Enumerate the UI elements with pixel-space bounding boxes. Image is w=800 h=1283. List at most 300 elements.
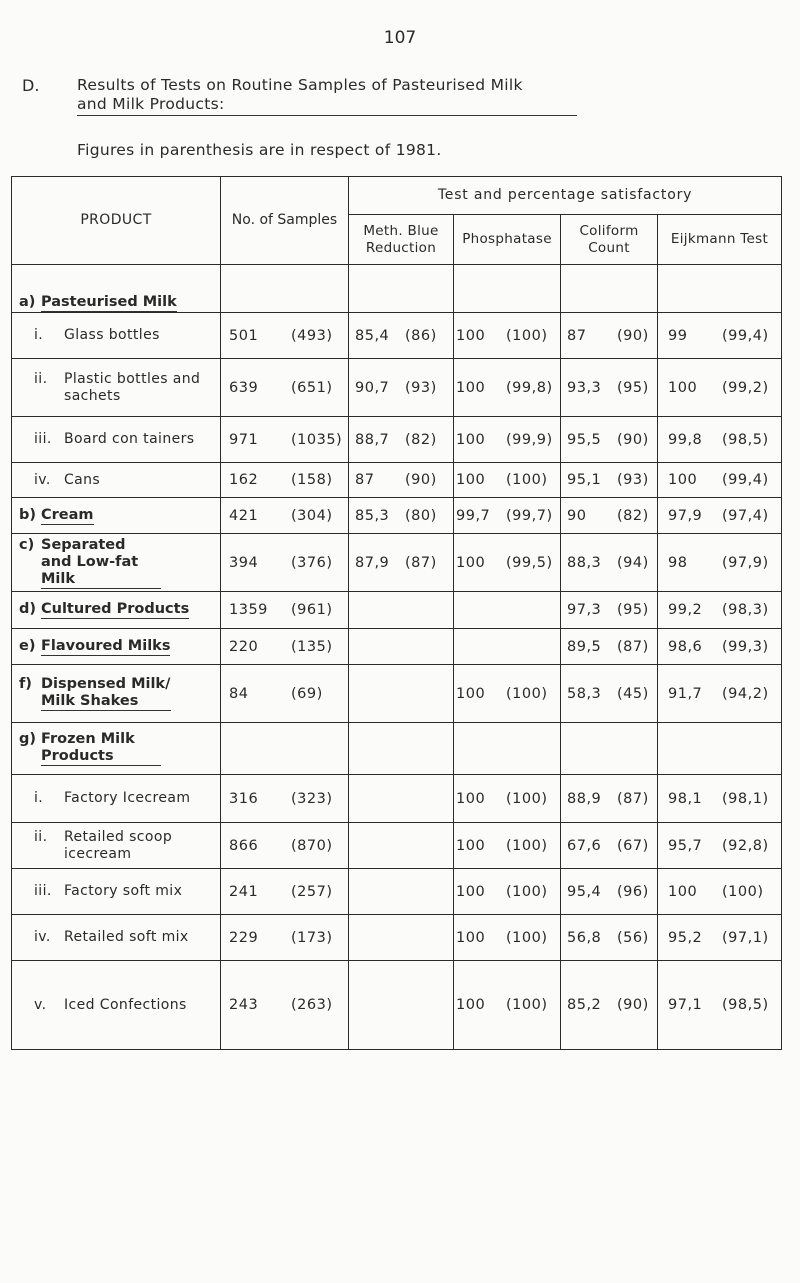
- sub-product-number: iii.: [34, 431, 52, 447]
- eijkmann-cell: [658, 417, 782, 463]
- value-current: 243: [229, 997, 259, 1013]
- value-pair: [349, 555, 453, 571]
- value-current: 100: [668, 883, 698, 900]
- eijkmann-cell: [658, 265, 782, 313]
- meth-cell: [349, 961, 454, 1050]
- meth-cell: [349, 313, 454, 359]
- value-current: 88,3: [567, 554, 602, 571]
- table-row: [12, 359, 782, 417]
- value-pair: [221, 602, 348, 618]
- meth-cell: [349, 629, 454, 665]
- sub-product-name: Plastic bottles and sachets: [64, 370, 201, 404]
- value-current: 67,6: [567, 837, 602, 854]
- sub-product: [34, 371, 220, 405]
- section-title: [77, 76, 577, 116]
- category-label: [19, 676, 171, 711]
- parenthesis-note: Figures in parenthesis are in respect of 1981.: [77, 141, 442, 159]
- sub-product-number: v.: [34, 996, 47, 1013]
- samples-cell: [221, 498, 349, 534]
- value-previous: (45): [617, 685, 649, 702]
- value-previous: (80): [405, 507, 437, 524]
- meth-cell: [349, 915, 454, 961]
- value-previous: (92,8): [722, 837, 769, 854]
- value-current: 100: [668, 379, 698, 396]
- value-current: 97,1: [668, 997, 703, 1013]
- meth-cell: [349, 498, 454, 534]
- value-pair: [658, 380, 781, 396]
- value-current: 90,7: [355, 379, 390, 396]
- value-previous: (87): [405, 554, 437, 571]
- category-name: Separated and Low-fat Milk: [41, 537, 161, 589]
- value-pair: [658, 884, 781, 900]
- eijkmann-cell: [658, 961, 782, 1050]
- value-pair: [658, 472, 781, 488]
- value-pair: [454, 838, 560, 854]
- value-current: 100: [456, 379, 486, 396]
- value-current: 85,2: [567, 997, 602, 1013]
- value-previous: (100): [506, 685, 548, 702]
- product-cell: [12, 961, 221, 1050]
- value-previous: (95): [617, 602, 649, 618]
- sub-product: [34, 929, 220, 946]
- value-previous: (99,7): [506, 507, 553, 524]
- eijkmann-cell: [658, 915, 782, 961]
- coliform-cell: [561, 265, 658, 313]
- value-current: 97,3: [567, 602, 602, 618]
- value-previous: (97,9): [722, 554, 769, 571]
- table-row: [12, 417, 782, 463]
- sub-product-number: i.: [34, 327, 44, 343]
- category-label: [19, 507, 94, 525]
- value-pair: [561, 639, 657, 655]
- value-previous: (82): [617, 507, 649, 524]
- sub-product-number: iv.: [34, 471, 51, 488]
- value-previous: (90): [617, 997, 649, 1013]
- value-previous: (376): [291, 554, 333, 571]
- category-name: Pasteurised Milk: [41, 294, 177, 310]
- value-pair: [658, 838, 781, 854]
- category-label: [19, 537, 161, 589]
- value-current: 220: [229, 638, 259, 655]
- eijkmann-cell: [658, 823, 782, 869]
- phos-cell: [454, 359, 561, 417]
- value-current: 88,9: [567, 790, 602, 807]
- coliform-cell: [561, 961, 658, 1050]
- coliform-cell: [561, 463, 658, 498]
- product-cell: [12, 915, 221, 961]
- value-current: 100: [456, 790, 486, 807]
- value-pair: [454, 791, 560, 807]
- category-name: Frozen Milk Products: [41, 731, 161, 766]
- value-pair: [221, 472, 348, 488]
- value-previous: (99,3): [722, 638, 769, 655]
- value-pair: [658, 930, 781, 946]
- value-pair: [658, 328, 781, 344]
- value-pair: [221, 508, 348, 524]
- value-previous: (97,1): [722, 929, 769, 946]
- value-pair: [454, 508, 560, 524]
- phos-cell: [454, 498, 561, 534]
- table-row: [12, 869, 782, 915]
- phos-cell: [454, 823, 561, 869]
- header-meth-blue: Meth. Blue Reduction: [349, 215, 454, 265]
- value-pair: [221, 791, 348, 807]
- sub-product: [34, 997, 220, 1014]
- meth-cell: [349, 775, 454, 823]
- value-pair: [221, 838, 348, 854]
- header-eijkmann: Eijkmann Test: [658, 215, 782, 265]
- samples-cell: [221, 265, 349, 313]
- value-pair: [349, 472, 453, 488]
- samples-cell: [221, 823, 349, 869]
- meth-cell: [349, 723, 454, 775]
- page-number: 107: [383, 28, 417, 48]
- samples-cell: [221, 463, 349, 498]
- value-previous: (98,5): [722, 997, 769, 1013]
- category-label: [19, 731, 161, 766]
- product-cell: [12, 629, 221, 665]
- table-row: [12, 463, 782, 498]
- sub-product: [34, 829, 220, 863]
- value-current: 56,8: [567, 929, 602, 946]
- samples-cell: [221, 534, 349, 592]
- value-previous: (173): [291, 929, 333, 946]
- value-current: 100: [456, 929, 486, 946]
- value-previous: (69): [291, 685, 323, 702]
- value-pair: [454, 930, 560, 946]
- value-previous: (86): [405, 327, 437, 344]
- value-current: 229: [229, 929, 259, 946]
- value-previous: (100): [506, 883, 548, 900]
- value-current: 866: [229, 837, 259, 854]
- value-previous: (98,1): [722, 790, 769, 807]
- value-pair: [658, 555, 781, 571]
- section-title-line2: and Milk Products:: [77, 95, 577, 116]
- value-pair: [221, 884, 348, 900]
- eijkmann-cell: [658, 665, 782, 723]
- eijkmann-cell: [658, 313, 782, 359]
- value-pair: [349, 328, 453, 344]
- category-name: Cultured Products: [41, 601, 190, 617]
- value-pair: [454, 686, 560, 702]
- value-current: 99: [668, 327, 688, 344]
- value-pair: [561, 838, 657, 854]
- sub-product-number: iv.: [34, 929, 51, 945]
- value-current: 501: [229, 327, 259, 344]
- header-product: PRODUCT: [12, 177, 221, 265]
- product-cell: [12, 592, 221, 629]
- phos-cell: [454, 463, 561, 498]
- value-previous: (90): [405, 472, 437, 488]
- value-pair: [221, 380, 348, 396]
- value-previous: (100): [506, 929, 548, 946]
- value-current: 98,1: [668, 790, 703, 807]
- table-row: [12, 313, 782, 359]
- value-pair: [561, 602, 657, 618]
- table-row: [12, 498, 782, 534]
- value-current: 97,9: [668, 507, 703, 524]
- section-title-line1: Results of Tests on Routine Samples of Pasteurised Milk: [77, 76, 523, 94]
- header-test-group: Test and percentage satisfactory: [349, 177, 782, 215]
- results-table: [11, 176, 782, 1050]
- value-previous: (98,5): [722, 431, 769, 448]
- value-previous: (87): [617, 638, 649, 655]
- value-previous: (99,4): [722, 327, 769, 344]
- category-label: [19, 638, 170, 656]
- samples-cell: [221, 665, 349, 723]
- phos-cell: [454, 869, 561, 915]
- value-pair: [658, 432, 781, 448]
- coliform-cell: [561, 417, 658, 463]
- product-cell: [12, 723, 221, 775]
- value-pair: [561, 555, 657, 571]
- product-cell: [12, 265, 221, 313]
- value-pair: [454, 380, 560, 396]
- eijkmann-cell: [658, 359, 782, 417]
- eijkmann-cell: [658, 869, 782, 915]
- table-row: [12, 775, 782, 823]
- value-previous: (97,4): [722, 507, 769, 524]
- value-pair: [658, 639, 781, 655]
- value-previous: (94): [617, 554, 649, 571]
- category-name: Dispensed Milk/ Milk Shakes: [41, 676, 171, 709]
- coliform-cell: [561, 534, 658, 592]
- coliform-cell: [561, 359, 658, 417]
- value-pair: [349, 508, 453, 524]
- value-current: 100: [456, 883, 486, 900]
- value-previous: (493): [291, 327, 333, 344]
- phos-cell: [454, 534, 561, 592]
- table-row: [12, 961, 782, 1050]
- coliform-cell: [561, 313, 658, 359]
- meth-cell: [349, 665, 454, 723]
- value-pair: [454, 432, 560, 448]
- value-previous: (961): [291, 602, 333, 618]
- eijkmann-cell: [658, 534, 782, 592]
- value-current: 100: [456, 685, 486, 702]
- samples-cell: [221, 723, 349, 775]
- table-row: [12, 629, 782, 665]
- value-previous: (100): [722, 883, 764, 900]
- value-pair: [221, 639, 348, 655]
- value-pair: [658, 997, 781, 1013]
- value-previous: (323): [291, 790, 333, 807]
- coliform-cell: [561, 915, 658, 961]
- value-pair: [658, 791, 781, 807]
- product-cell: [12, 869, 221, 915]
- value-current: 87: [567, 327, 587, 344]
- sub-product-name: Iced Confections: [64, 996, 187, 1013]
- value-current: 90: [567, 507, 587, 524]
- category-name: Cream: [41, 506, 94, 523]
- product-cell: [12, 313, 221, 359]
- product-cell: [12, 775, 221, 823]
- coliform-cell: [561, 629, 658, 665]
- value-current: 87,9: [355, 554, 390, 571]
- samples-cell: [221, 359, 349, 417]
- coliform-cell: [561, 592, 658, 629]
- value-pair: [561, 997, 657, 1013]
- value-current: 100: [668, 472, 698, 488]
- value-pair: [454, 884, 560, 900]
- eijkmann-cell: [658, 723, 782, 775]
- phos-cell: [454, 775, 561, 823]
- value-current: 91,7: [668, 685, 703, 702]
- value-previous: (99,2): [722, 379, 769, 396]
- value-pair: [454, 555, 560, 571]
- value-pair: [561, 432, 657, 448]
- value-previous: (100): [506, 472, 548, 488]
- sub-product: [34, 472, 220, 489]
- value-previous: (87): [617, 790, 649, 807]
- value-pair: [221, 997, 348, 1013]
- value-previous: (96): [617, 883, 649, 900]
- value-previous: (82): [405, 431, 437, 448]
- samples-cell: [221, 775, 349, 823]
- meth-cell: [349, 869, 454, 915]
- value-pair: [561, 328, 657, 344]
- phos-cell: [454, 961, 561, 1050]
- sub-product: [34, 883, 220, 900]
- value-pair: [658, 686, 781, 702]
- category-letter: a): [19, 294, 36, 310]
- category-letter: d): [19, 601, 37, 617]
- value-current: 85,4: [355, 327, 390, 344]
- value-pair: [658, 508, 781, 524]
- table-row: [12, 723, 782, 775]
- sub-product: [34, 431, 220, 448]
- product-cell: [12, 498, 221, 534]
- value-previous: (90): [617, 327, 649, 344]
- table-row: [12, 592, 782, 629]
- value-current: 1359: [229, 602, 268, 618]
- value-current: 162: [229, 472, 259, 488]
- phos-cell: [454, 629, 561, 665]
- sub-product: [34, 790, 220, 807]
- meth-cell: [349, 592, 454, 629]
- meth-cell: [349, 534, 454, 592]
- meth-cell: [349, 359, 454, 417]
- value-previous: (99,4): [722, 472, 769, 488]
- sub-product-name: Board con tainers: [64, 431, 195, 447]
- value-pair: [454, 997, 560, 1013]
- category-letter: g): [19, 731, 37, 747]
- samples-cell: [221, 629, 349, 665]
- meth-cell: [349, 417, 454, 463]
- value-current: 95,7: [668, 837, 703, 854]
- value-current: 99,2: [668, 602, 703, 618]
- value-previous: (158): [291, 472, 333, 488]
- value-previous: (56): [617, 929, 649, 946]
- value-previous: (93): [617, 472, 649, 488]
- header-samples: No. of Samples: [221, 177, 349, 265]
- table-row: [12, 915, 782, 961]
- value-pair: [561, 930, 657, 946]
- header-phosphatase: Phosphatase: [454, 215, 561, 265]
- product-cell: [12, 823, 221, 869]
- value-current: 316: [229, 790, 259, 807]
- category-letter: c): [19, 536, 35, 553]
- table-row: [12, 823, 782, 869]
- eijkmann-cell: [658, 592, 782, 629]
- value-previous: (98,3): [722, 602, 769, 618]
- value-current: 971: [229, 431, 259, 448]
- results-body: [12, 265, 782, 1050]
- category-letter: b): [19, 506, 37, 523]
- coliform-cell: [561, 498, 658, 534]
- eijkmann-cell: [658, 498, 782, 534]
- value-current: 88,7: [355, 431, 390, 448]
- sub-product-name: Factory soft mix: [64, 883, 183, 899]
- value-previous: (100): [506, 327, 548, 344]
- value-current: 93,3: [567, 379, 602, 396]
- value-pair: [349, 380, 453, 396]
- table-row: [12, 265, 782, 313]
- value-pair: [561, 791, 657, 807]
- value-previous: (99,8): [506, 379, 553, 396]
- value-previous: (99,9): [506, 431, 553, 448]
- samples-cell: [221, 915, 349, 961]
- value-current: 639: [229, 379, 259, 396]
- value-previous: (257): [291, 883, 333, 900]
- meth-cell: [349, 823, 454, 869]
- sub-product-name: Factory Icecream: [64, 790, 191, 806]
- phos-cell: [454, 417, 561, 463]
- value-current: 84: [229, 685, 249, 702]
- value-previous: (304): [291, 507, 333, 524]
- meth-cell: [349, 463, 454, 498]
- value-pair: [454, 328, 560, 344]
- phos-cell: [454, 915, 561, 961]
- value-current: 98: [668, 554, 688, 571]
- category-label: [19, 601, 189, 619]
- value-previous: (651): [291, 379, 333, 396]
- product-cell: [12, 463, 221, 498]
- value-current: 241: [229, 883, 259, 900]
- value-pair: [561, 380, 657, 396]
- value-previous: (94,2): [722, 685, 769, 702]
- sub-product-name: Glass bottles: [64, 327, 160, 343]
- table-row: [12, 534, 782, 592]
- sub-product-number: i.: [34, 790, 44, 806]
- product-cell: [12, 665, 221, 723]
- sub-product-number: ii.: [34, 828, 48, 845]
- value-pair: [454, 472, 560, 488]
- value-previous: (1035): [291, 431, 343, 448]
- sub-product-number: iii.: [34, 883, 52, 899]
- value-pair: [561, 686, 657, 702]
- value-current: 100: [456, 327, 486, 344]
- samples-cell: [221, 313, 349, 359]
- value-previous: (870): [291, 837, 333, 854]
- coliform-cell: [561, 723, 658, 775]
- product-cell: [12, 534, 221, 592]
- value-previous: (67): [617, 837, 649, 854]
- value-current: 89,5: [567, 638, 602, 655]
- value-pair: [658, 602, 781, 618]
- eijkmann-cell: [658, 629, 782, 665]
- sub-product-name: Retailed scoop icecream: [64, 828, 173, 862]
- value-previous: (263): [291, 997, 333, 1013]
- samples-cell: [221, 961, 349, 1050]
- phos-cell: [454, 723, 561, 775]
- category-letter: f): [19, 676, 32, 692]
- value-pair: [221, 328, 348, 344]
- value-current: 100: [456, 997, 486, 1013]
- value-previous: (135): [291, 638, 333, 655]
- sub-product-name: Retailed soft mix: [64, 929, 189, 945]
- category-name: Flavoured Milks: [41, 637, 171, 654]
